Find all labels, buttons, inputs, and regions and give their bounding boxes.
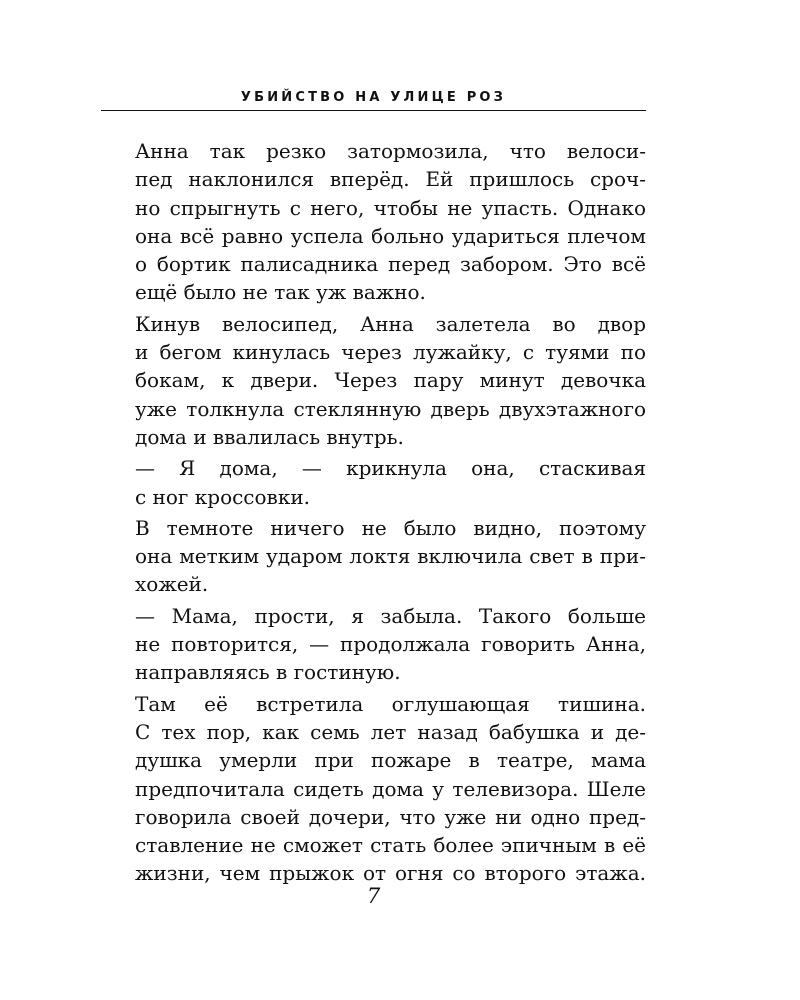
text-line: С тех пор, как семь лет назад бабушка и де-: [135, 719, 646, 744]
text-line: с ног кроссовки.: [135, 484, 310, 509]
text-line: В темноте ничего не было видно, поэтому: [135, 515, 646, 540]
text-line: пед наклонился вперёд. Ей пришлось сроч-: [135, 167, 646, 192]
running-head-title: УБИЙСТВО НА УЛИЦЕ РОЗ: [240, 90, 507, 105]
text-line: она метким ударом локтя включила свет в при-: [135, 544, 646, 569]
text-line: направляясь в гостиную.: [135, 660, 401, 685]
text-line: бокам, к двери. Через пару минут девочка: [135, 368, 646, 393]
paragraph: [101, 514, 646, 599]
text-line: хожей.: [135, 572, 209, 597]
text-line: дома и ввалилась внутрь.: [135, 424, 404, 449]
text-line: Кинув велосипед, Анна залетела во двор: [135, 311, 646, 336]
text-line: предпочитала сидеть дома у телевизора. Шеле: [135, 776, 646, 801]
text-line: Там её встретила оглушающая тишина.: [135, 691, 646, 716]
text-line: говорила своей дочери, что уже ни одно пред-: [135, 804, 646, 829]
header-rule: [101, 110, 646, 111]
page-number: 7: [366, 884, 381, 908]
paragraph: [101, 690, 646, 888]
text-line: — Я дома, — крикнула она, стаскивая: [135, 456, 646, 481]
paragraph: [101, 310, 646, 451]
text-line: о бортик палисадника перед забором. Это всё: [135, 252, 646, 277]
text-line: не повторится, — продолжала говорить Анна,: [135, 632, 646, 657]
text-line: ставление не сможет стать более эпичным в её: [135, 833, 646, 858]
paragraph: [101, 602, 646, 687]
text-line: и бегом кинулась через лужайку, с туями по: [135, 340, 646, 365]
text-line: уже толкнула стеклянную дверь двухэтажного: [135, 396, 646, 421]
text-line: Анна так резко затормозила, что велоси-: [135, 139, 646, 163]
paragraph: [101, 137, 646, 307]
text-line: она всё равно успела больно удариться плечом: [135, 223, 646, 248]
text-line: но спрыгнуть с него, чтобы не упасть. Однако: [135, 195, 646, 220]
paragraph: [101, 454, 646, 511]
text-line: жизни, чем прыжок от огня со второго этажа.: [135, 861, 646, 886]
body-text: [101, 137, 646, 891]
text-line: душка умерли при пожаре в театре, мама: [135, 748, 646, 773]
text-line: ещё было не так уж важно.: [135, 280, 426, 305]
text-line: — Мама, прости, я забыла. Такого больше: [135, 603, 646, 628]
